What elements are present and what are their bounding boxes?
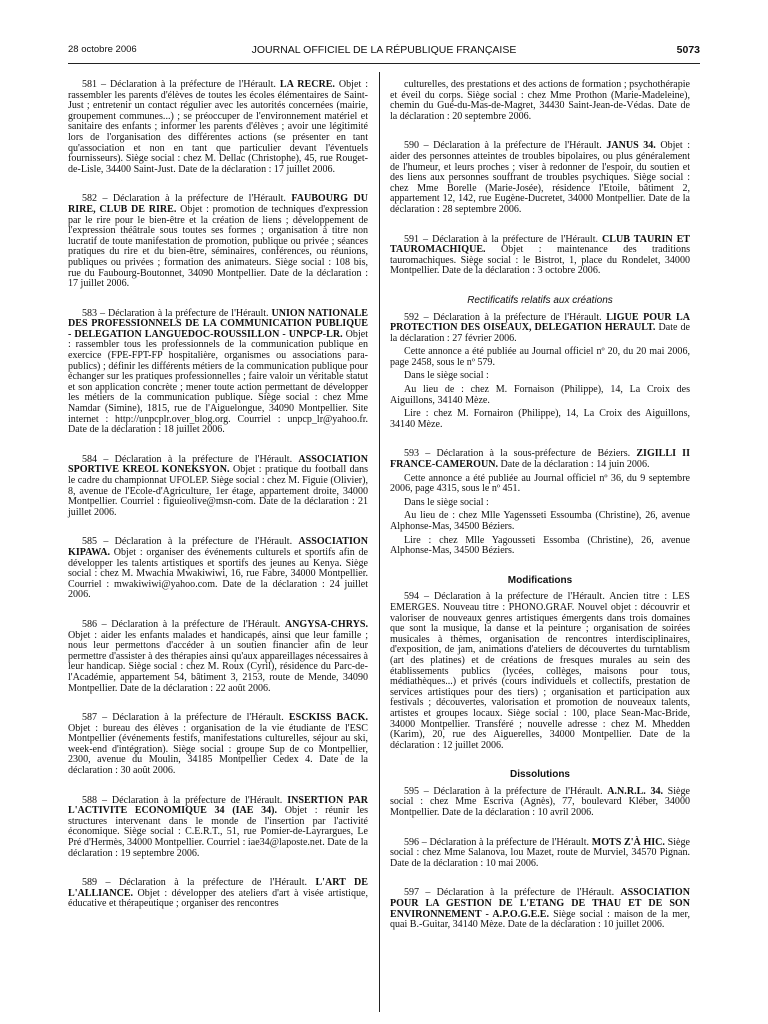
rectificatif-line: Dans le siège social : (404, 496, 489, 508)
entry-number: 582 – (82, 193, 113, 205)
announcement-entry (68, 80, 368, 175)
entry-number: 589 – (82, 877, 119, 889)
announcement-entry (68, 713, 368, 777)
entry-prefecture: Déclaration à la préfecture de l'Hérault. (114, 453, 299, 465)
entry-body: Objet : rassembler tous les professionnels de la communication publique en exercice (FPE-FPT-FP hospitalière, organismes ou associations para-publics) ; définir les différents métiers de la communication publique pour échanger sur les pratiques professionnelles ; faire valoir un véritable statut et son application concrète ; mener toute action permettant de développer les métiers de la communication publique. Siège social : chez Mme Namdar (Simine), 1815, rue de l'Aiguelongue, 34090 Montpellier. Site internet : http://unpcplr.over_blog.org. Courriel : unpcp_lr@yahoo.fr. Date de la déclaration : 18 juillet 2006. (68, 328, 368, 436)
entry-body: Objet : aider des personnes atteintes de troubles bipolaires, ou plus généralement de l'humeur, et leurs proches ; viser à redonner de l'espoir, du soutien et des liens aux personnes souffrant de troubles psychiques. Siège social : chez Mme Borelle (Marie-Josée), résidence l'Etoile, bâtiment 2, appartement 12, 142, rue Eugène-Ducretet, 34000 Montpellier. Date de la déclaration : 28 septembre 2006. (390, 140, 690, 215)
entry-body: Date de la déclaration : 27 février 2006. (390, 322, 690, 344)
announcement-entry (390, 313, 690, 345)
entry-body: Date de la déclaration : 14 juin 2006. (498, 459, 650, 471)
entry-prefecture: Déclaration à la préfecture de l'Hérault. (107, 307, 272, 319)
rectificatif-line: Lire : chez Mlle Yagousseti Essomba (Christine), 26, avenue Alphonse-Mas, 34500 Béziers. (390, 534, 690, 557)
entry-association-name: CLUB TAURIN ET TAUROMACHIQUE. (390, 233, 691, 256)
entry-body: Objet : bureau des élèves : organisation de la vie étudiante de l'ESC Montpellier (événements festifs, manifestations culturelles, séjour au ski, week-end d'intégration). Siège social : groupe Sup de co Montpellier, 2300, avenue du Moulin, 34185 Montpellier Cedex 4. Date de la déclaration : 30 août 2006. (68, 722, 368, 777)
entry-prefecture: Déclaration à la préfecture de l'Hérault. (110, 79, 280, 90)
entry-body: Objet : promotion de techniques d'expression par le rire pour le bien-être et la création de liens ; développement de l'expression théâtrale sous toutes ses formes ; organisation à titre non lucratif de toute manifestation de promotion, publique ou privée ; séances pratiques du rire et du bien-être, séminaires, conférences, ou réunions, publiques ou privées ; formation des animateurs. Siège social : 108 bis, rue du Faubourg-Boutonnet, 34090 Montpellier. Date de la déclaration : 17 juillet 2006. (68, 203, 368, 290)
entry-body: Objet : aider les enfants malades et handicapés, ainsi que leur famille ; nous leur permettons d'accéder à un soutien financier afin de leur permettre d'assister à des thérapies ainsi qu'aux appareillages nécessaires à leur handicap. Siège social : chez M. Roux (Cyril), résidence du Parc-de-l'Académie, appartement 54, bâtiment 3, 2153, route de Mende, 34090 Montpellier. Date de la déclaration : 22 août 2006. (68, 629, 368, 694)
entry-number: 595 – (404, 785, 434, 797)
rectificatifs-entries (390, 313, 690, 557)
announcement-entry (390, 80, 690, 122)
left-column (68, 80, 368, 929)
entry-association-name: A.N.R.L. 34. (607, 785, 664, 797)
entry-association-name: LA RECRE. (279, 79, 335, 90)
right-top-entries (390, 80, 690, 277)
entry-body: Siège social : chez Mme Escriva (Agnès), 77, boulevard Kléber, 34000 Montpellier. Date de la déclaration : 10 avril 2006. (390, 785, 690, 819)
entry-number: 594 – (404, 591, 435, 603)
rectificatif-line: Au lieu de : chez M. Fornaison (Philippe), 14, La Croix des Aiguillons, 34140 Mèze. (390, 384, 690, 406)
entry-association-name: ASSOCIATION POUR LA GESTION DE L'ETANG DE THAU ET DE SON ENVIRONNEMENT - A.P.O.G.E.E. (390, 887, 690, 920)
entry-number: 597 – (404, 887, 437, 899)
entry-number: 588 – (82, 794, 112, 806)
entry-prefecture: Déclaration à la préfecture de l'Hérault. (112, 193, 292, 205)
entry-prefecture: Déclaration à la sous-préfecture de Béziers. (436, 448, 637, 460)
entry-body: Objet : réunir les structures intervenant dans le monde de l'insertion par l'activité économique. Siège social : C.E.R.T., 51, rue Pomier-de-Layrargues, Le Pré d'Hermès, 34000 Montpellier. Courriel : iae34@laposte.net. Date de la déclaration : 19 septembre 2006. (68, 805, 368, 859)
entry-body: Siège social : maison de la mer, quai B.-Guitar, 34140 Mèze. Date de la déclaration : 10 juillet 2006. (390, 908, 690, 931)
announcement-entry (68, 878, 368, 910)
entry-association-name: L'ART DE L'ALLIANCE. (68, 877, 368, 899)
entry-body: Ancien titre : LES EMERGES. Nouveau titre : PHONO.GRAF. Nouvel objet : découvrir et valoriser de nouveaux genres artistiques émergents dans trois domaines que sont la musique, la danse et la peinture ; organisation de soirées musicales à thèmes, organisation de rencontres interdisciplinaires, d'exposition, de jam, animations d'ateliers de découvertes du turntablism (art des platines) et de créations de fresques murales au sein des établissements publics (lycées, collèges, maisons pour tous, médiathèques...) et privés (cours individuels et collectifs, prestation de services artistiques pour des tiers) ; organisation et participation aux festivals ; découvertes, valorisation et promotion de nouveaux talents, artistes et groupes locaux. Siège social : 100, place Sean-Mac-Bride, 34000 Montpellier. Transféré ; nouvelle adresse : chez M. Mhedden (Karim), 20, rue des Aiguerelles, 34000 Montpellier. Date de la déclaration : 12 juillet 2006. (390, 591, 690, 751)
entry-prefecture: Déclaration à la préfecture de l'Hérault. (433, 140, 607, 152)
entry-prefecture: Déclaration à la préfecture de l'Hérault. (111, 618, 285, 630)
entry-prefecture: Déclaration à la préfecture de l'Hérault. (433, 785, 608, 797)
entry-association-name: MOTS Z'À HIC. (591, 836, 665, 848)
announcement-entry (390, 838, 690, 870)
entry-prefecture: Déclaration à la préfecture de l'Hérault. (112, 712, 289, 724)
announcement-entry (68, 620, 368, 694)
announcement-entry (68, 537, 368, 601)
entry-prefecture: Déclaration à la préfecture de l'Hérault. (436, 887, 621, 899)
entry-body: Siège social : chez Mme Salanova, lou Mazet, route de Murviel, 34570 Pignan. Date de la déclaration : 10 mai 2006. (390, 836, 690, 869)
issue-date: 28 octobre 2006 (68, 44, 137, 55)
entry-number: 584 – (82, 453, 115, 465)
entry-body: Objet : maintenance des traditions tauromachiques. Siège social : le Bistrot, 1, place du Rondelet, 34000 Montpellier. Date de la déclaration : 3 octobre 2006. (390, 244, 690, 277)
entry-number: 586 – (82, 618, 112, 630)
rectificatif-line: Dans le siège social : (404, 370, 489, 382)
entry-association-name: INSERTION PAR L'ACTIVITE ECONOMIQUE 34 (IAE 34). (68, 794, 369, 817)
entry-prefecture: Déclaration à la préfecture de l'Hérault. (114, 536, 299, 548)
entry-prefecture: Déclaration à la préfecture de l'Hérault. (118, 877, 316, 889)
entry-number: 583 – (82, 307, 108, 319)
column-separator (379, 72, 380, 1012)
dissolutions-heading: Dissolutions (509, 769, 570, 781)
dissolutions-entries (390, 787, 690, 931)
entry-number: 591 – (404, 233, 433, 245)
entry-number: 592 – (404, 311, 434, 323)
announcement-entry (68, 309, 368, 436)
entry-prefecture: Déclaration à la préfecture de l'Hérault. (111, 794, 288, 806)
entry-association-name: ESCKISS BACK. (288, 712, 368, 724)
entry-prefecture: Déclaration à la préfecture de l'Hérault. (432, 233, 603, 245)
rectificatif-line: Au lieu de : chez Mlle Yagensseti Essoumba (Christine), 26, avenue Alphonse-Mas, 34500 Béziers. (390, 510, 690, 532)
right-column (390, 80, 690, 950)
page-number: 5073 (676, 44, 700, 56)
entry-body: culturelles, des prestations et des actions de formation ; psychothérapie et éveil du corps. Siège social : chez Mme Prothon (Marie-Madeleine), chemin du Gué-du-Mas-de-Magret, 34430 Saint-Jean-de-Védas. Date de la déclaration : 20 septembre 2006. (390, 79, 690, 122)
entry-body: Objet : rassembler les parents d'élèves de toutes les écoles élémentaires de Saint-Just ; entretenir un contact régulier avec les autorités concernées (mairie, groupement communes...) ; se préoccuper de l'environnement matériel et sanitaire des enfants ; informer les parents d'élèves ; avoir une légitimité lors de l'organisation des différentes actions (se présenter en tant qu'association et non en tant que particulier devant l'éventuels fournisseurs). Siège social : chez M. Dellac (Christophe), 45, rue Rouget-de-Lisle, 34400 Saint-Just. Date de la déclaration : 17 juillet 2006. (68, 79, 368, 175)
entry-association-name: ASSOCIATION KIPAWA. (68, 536, 368, 558)
entry-body: Objet : développer des ateliers d'art à visée artistique, éducative et thérapeutique ; organiser des rencontres (68, 887, 368, 910)
header-rule (68, 63, 700, 64)
entry-body: Objet : pratique du football dans le cadre du championnat UFOLEP. Siège social : chez M. Figuie (Olivier), 8, avenue de l'Ecole-d'Agriculture, 1er étage, appartement droite, 34000 Montpellier. Courriel : figuieolive@msn-com. Date de la déclaration : 21 juillet 2006. (68, 464, 369, 518)
modifications-entries (390, 592, 690, 751)
entry-prefecture: Déclaration à la préfecture de l'Hérault. (429, 836, 592, 848)
announcement-entry (390, 449, 690, 470)
entry-number: 596 – (404, 836, 430, 848)
entry-number: 587 – (82, 712, 113, 724)
entry-number: 581 – (82, 79, 111, 90)
entry-association-name: ASSOCIATION SPORTIVE KREOL KONEKSYON. (68, 453, 368, 476)
entry-number: 590 – (404, 140, 434, 152)
rectificatif-line: Lire : chez M. Fornairon (Philippe), 14, La Croix des Aiguillons, 34140 Mèze. (390, 408, 690, 430)
announcement-entry (390, 141, 690, 215)
announcement-entry (68, 455, 368, 519)
rectificatifs-heading: Rectificatifs relatifs aux créations (467, 294, 613, 306)
announcement-entry (68, 194, 368, 289)
page-header (68, 44, 700, 60)
entry-number: 593 – (404, 448, 437, 460)
announcement-entry (390, 592, 690, 751)
entry-body: Objet : organiser des événements culturels et sportifs afin de développer les talents artistiques et sportifs des jeunes au Kenya. Siège social : chez M. Mwachia Mwakiwiwi, 16, rue Fabre, 34000 Montpellier. Courriel : mwakiwiwi@yahoo.com. Date de la déclaration : 24 juillet 2006. (68, 546, 368, 601)
entry-association-name: LIGUE POUR LA PROTECTION DES OISEAUX, DELEGATION HERAULT. (390, 311, 691, 334)
announcement-entry (390, 888, 690, 930)
entry-association-name: ZIGILLI II FRANCE-CAMEROUN. (390, 448, 690, 471)
entry-association-name: FAUBOURG DU RIRE, CLUB DE RIRE. (68, 193, 368, 215)
announcement-entry (390, 235, 690, 277)
entry-prefecture: Déclaration à la préfecture de l'Hérault. (434, 591, 610, 603)
entry-association-name: UNION NATIONALE DES PROFESSIONNELS DE LA COMMUNICATION PUBLIQUE - DELEGATION LANGUEDOC-ROUSSILLON - UNPCP-LR. (68, 307, 369, 340)
rectificatif-line: Cette annonce a été publiée au Journal officiel nº 36, du 9 septembre 2006, page 4315, sous le nº 451. (390, 472, 690, 495)
rectificatif-line: Cette annonce a été publiée au Journal officiel nº 20, du 20 mai 2006, page 2458, sous le nº 579. (390, 346, 690, 368)
journal-title: JOURNAL OFFICIEL DE LA RÉPUBLIQUE FRANÇAISE (251, 44, 517, 56)
entry-association-name: ANGYSA-CHRYS. (284, 618, 368, 630)
entry-number: 585 – (82, 536, 115, 548)
entry-association-name: JANUS 34. (606, 140, 656, 152)
announcement-entry (390, 787, 690, 819)
announcement-entry (68, 796, 368, 860)
modifications-heading: Modifications (507, 574, 573, 586)
entry-prefecture: Déclaration à la préfecture de l'Hérault. (433, 311, 607, 323)
